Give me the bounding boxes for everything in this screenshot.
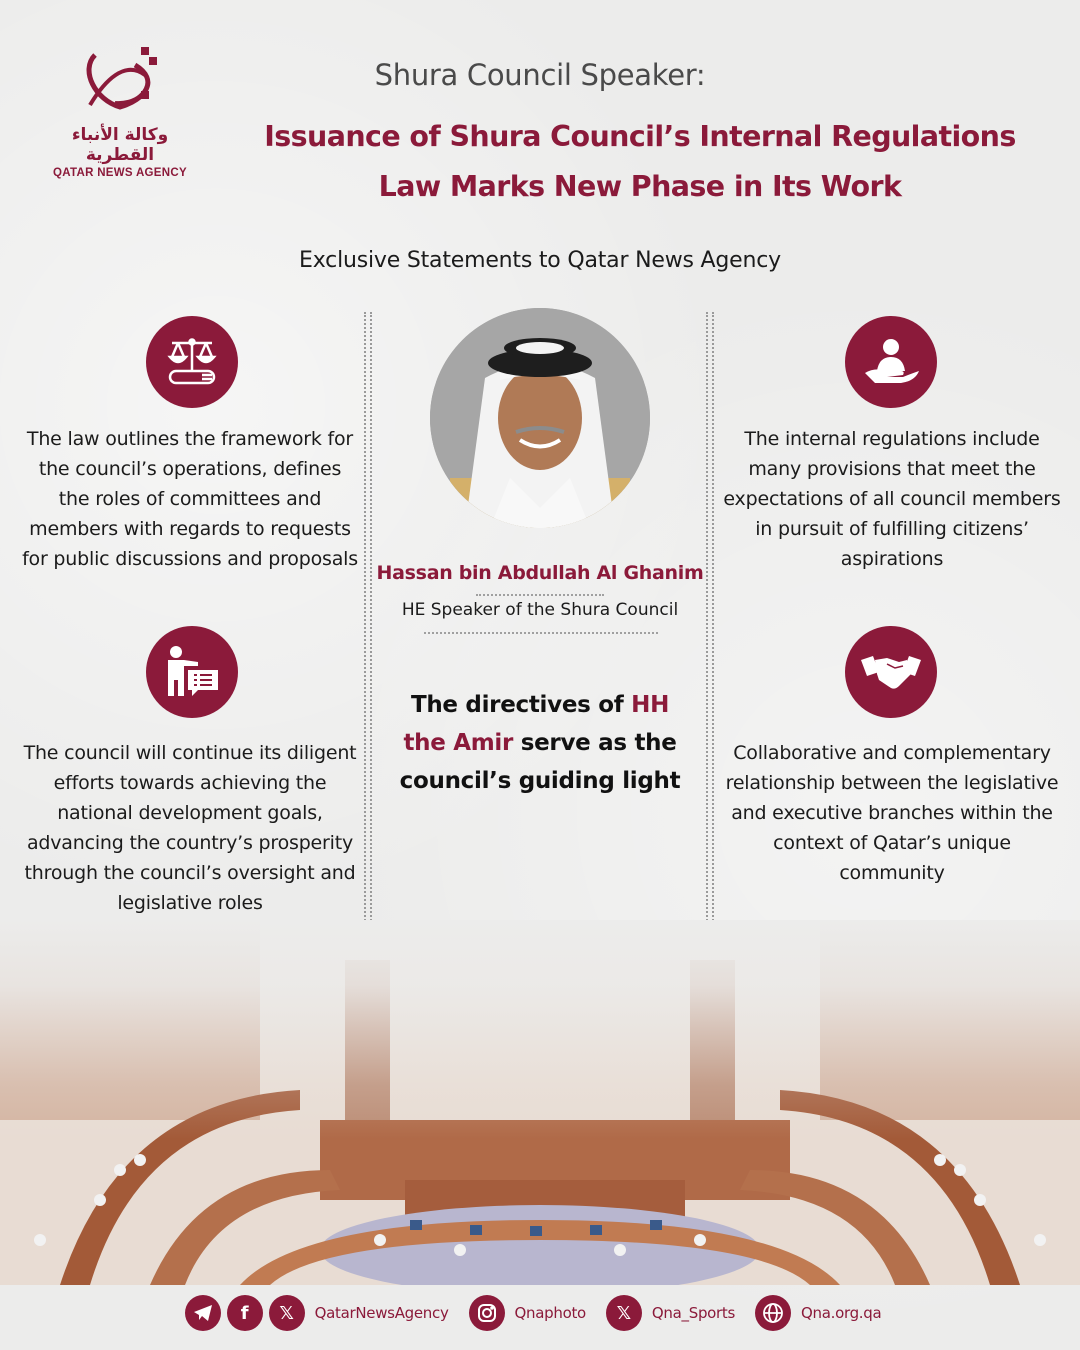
social-label-qna-sports[interactable]: Qna_Sports bbox=[651, 1304, 736, 1322]
statement-1-text: The law outlines the framework for the council’s operations, defines the roles of committees and members with regards to requests for public discussions and proposals bbox=[22, 428, 358, 570]
quote bbox=[390, 686, 690, 800]
photo-fade-overlay bbox=[0, 920, 1080, 1285]
social-label-qnaphoto[interactable]: Qnaphoto bbox=[514, 1304, 586, 1322]
facebook-icon[interactable]: f bbox=[227, 1295, 263, 1331]
column-divider-left bbox=[364, 312, 372, 932]
quote-highlight: HH the Amir bbox=[403, 692, 670, 756]
social-label-website[interactable]: Qna.org.qa bbox=[801, 1304, 882, 1322]
quote-part-1: The directives of bbox=[410, 692, 632, 718]
qna-logo-icon bbox=[75, 45, 165, 123]
logo-english-text: QATAR NEWS AGENCY bbox=[53, 167, 187, 179]
social-label-qatarnewsagency[interactable]: QatarNewsAgency bbox=[314, 1304, 449, 1322]
quote-part-2: serve as the council’s guiding light bbox=[399, 730, 681, 794]
title-divider bbox=[424, 632, 658, 634]
handshake-icon bbox=[845, 626, 937, 718]
globe-icon[interactable] bbox=[755, 1295, 791, 1331]
name-divider bbox=[476, 594, 604, 596]
logo-arabic-text: وكالة الأنباء القطرية bbox=[71, 125, 169, 165]
headline-line-2: Law Marks New Phase in Its Work bbox=[378, 170, 902, 203]
social-footer bbox=[0, 1293, 1080, 1333]
qna-logo bbox=[40, 45, 200, 179]
kicker-title: Shura Council Speaker: bbox=[374, 58, 706, 92]
statement-4-text: Collaborative and complementary relationship between the legislative and executive branches within the context of Qatar’s unique community bbox=[725, 742, 1059, 884]
speaker-portrait bbox=[430, 308, 650, 528]
x-icon[interactable]: 𝕏 bbox=[606, 1295, 642, 1331]
shura-chamber-photo bbox=[0, 920, 1080, 1285]
speaker-name: Hassan bin Abdullah Al Ghanim bbox=[376, 562, 704, 584]
telegram-icon[interactable] bbox=[185, 1295, 221, 1331]
presenter-icon bbox=[146, 626, 238, 718]
hand-person-icon bbox=[845, 316, 937, 408]
instagram-icon[interactable] bbox=[469, 1295, 505, 1331]
column-divider-right bbox=[706, 312, 714, 932]
scales-book-icon bbox=[146, 316, 238, 408]
statement-2-text: The internal regulations include many provisions that meet the expectations of all council members in pursuit of fulfilling citizens’ aspirations bbox=[723, 428, 1061, 570]
subhead: Exclusive Statements to Qatar News Agency bbox=[299, 248, 781, 273]
speaker-title: HE Speaker of the Shura Council bbox=[401, 600, 679, 620]
headline-line-1: Issuance of Shura Council’s Internal Regulations bbox=[264, 120, 1016, 153]
headline bbox=[200, 112, 1080, 212]
statement-3-text: The council will continue its diligent efforts towards achieving the national development goals, advancing the country’s prosperity through the council’s oversight and legislative roles bbox=[23, 742, 357, 914]
x-icon[interactable]: 𝕏 bbox=[269, 1295, 305, 1331]
